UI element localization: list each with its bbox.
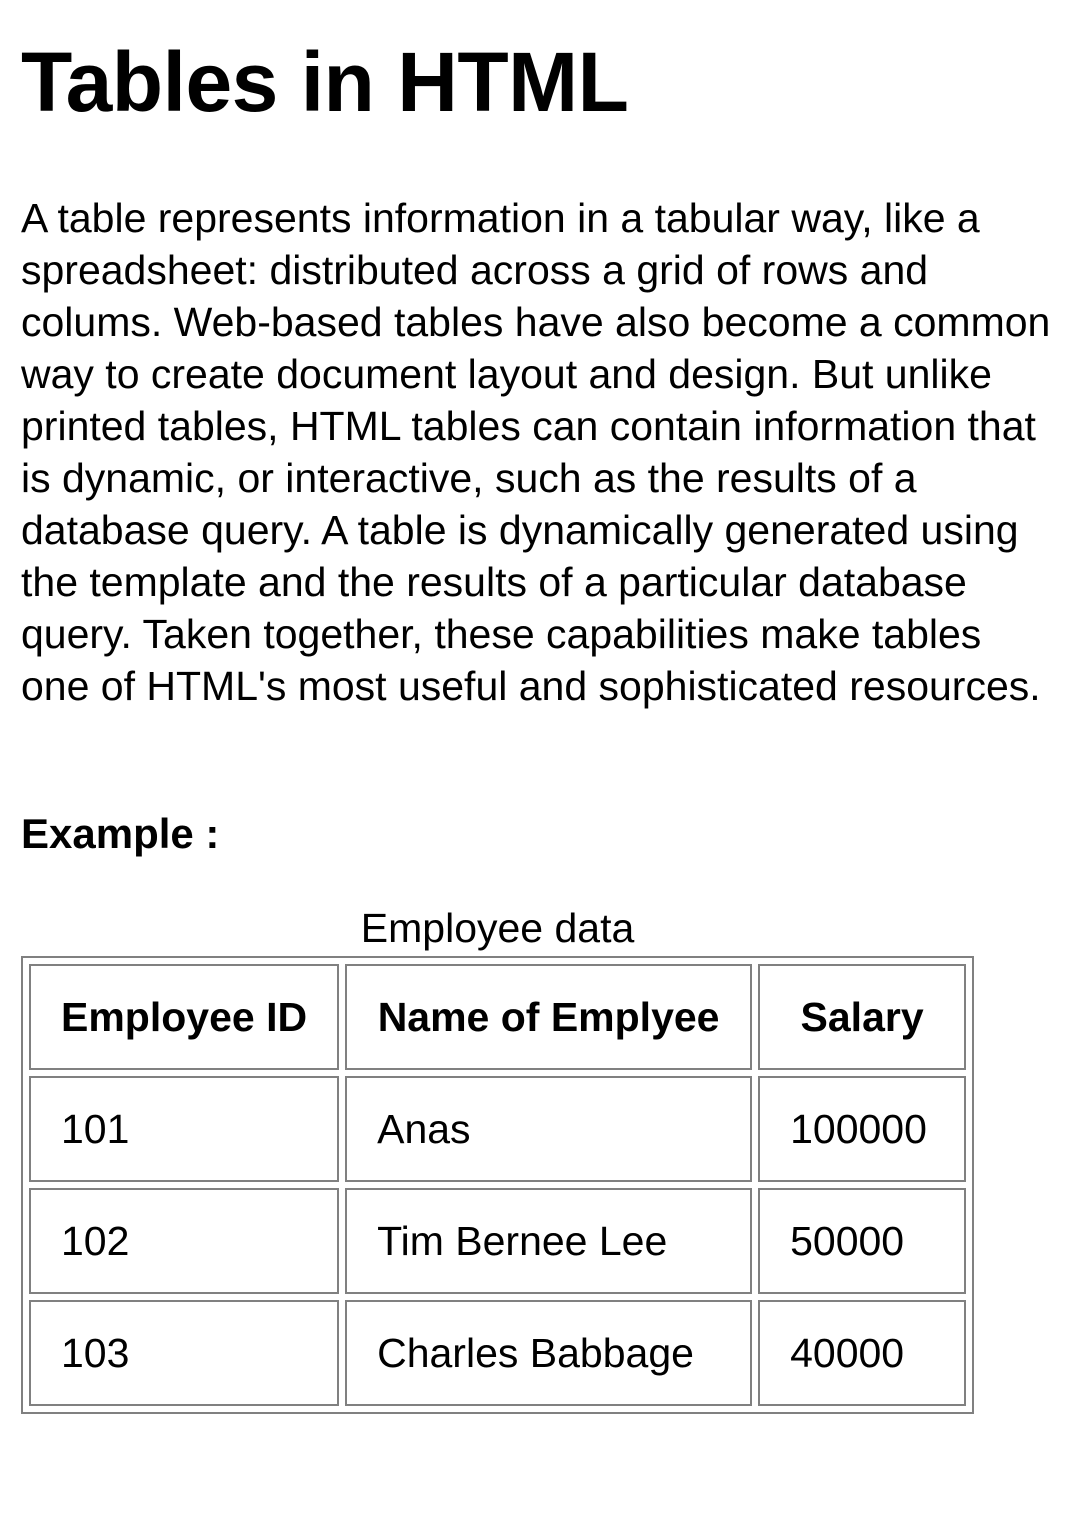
column-header-salary: Salary [758, 964, 966, 1070]
table-caption: Employee data [360, 905, 635, 951]
cell-salary: 40000 [758, 1300, 966, 1406]
table-row [29, 1300, 966, 1406]
table-row [29, 1076, 966, 1182]
column-header-name: Name of Emplyee [345, 964, 752, 1070]
table-row [29, 1188, 966, 1294]
table-header-row [29, 964, 966, 1070]
cell-employee-name: Tim Bernee Lee [345, 1188, 752, 1294]
cell-employee-id: 101 [29, 1076, 339, 1182]
cell-employee-id: 102 [29, 1188, 339, 1294]
cell-employee-name: Anas [345, 1076, 752, 1182]
page-title: Tables in HTML [21, 35, 629, 129]
cell-salary: 100000 [758, 1076, 966, 1182]
cell-salary: 50000 [758, 1188, 966, 1294]
column-header-employee-id: Employee ID [29, 964, 339, 1070]
intro-paragraph: A table represents information in a tabular way, like a spreadsheet: distributed across a grid of rows and colums. Web-based tables have also become a common way to create document layout and design. But unlike printed tables, HTML tables can contain information that is dynamic, or interactive, such as the results of a database query. A table is dynamically generated using the template and the results of a particular database query. Taken together, these capabilities make tables one of HTML's most useful and sophisticated resources. [21, 195, 1051, 709]
employee-table [21, 900, 974, 1414]
example-label: Example : [21, 810, 220, 857]
cell-employee-id: 103 [29, 1300, 339, 1406]
cell-employee-name: Charles Babbage [345, 1300, 752, 1406]
